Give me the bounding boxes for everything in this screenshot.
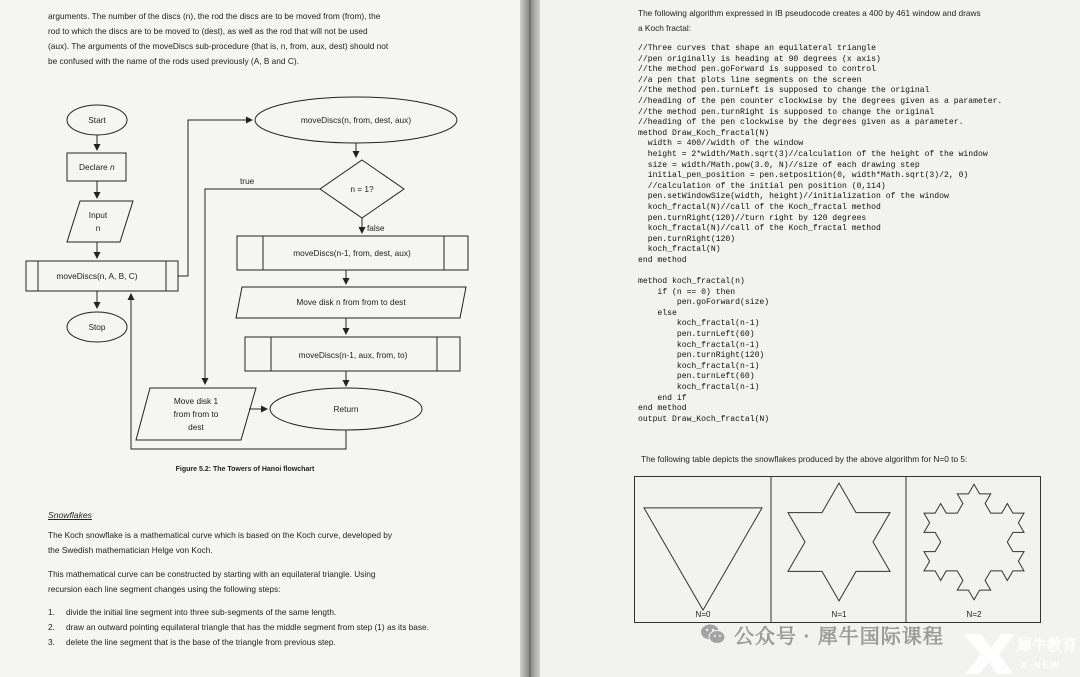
steps-list (48, 605, 444, 650)
snowflakes-line: The Koch snowflake is a mathematical curve which is based on the Koch curve, developed by (48, 530, 393, 540)
list-item (48, 635, 444, 649)
input-parallelogram (67, 201, 133, 242)
algorithm-intro-line: a Koch fractal: (638, 23, 692, 33)
declare-label: Declare (79, 162, 108, 172)
watermark (700, 618, 944, 650)
snowflakes-line: the Swedish mathematician Helge von Koch. (48, 545, 213, 555)
cell-label-n0: N=0 (695, 610, 711, 619)
declare-variable: n (110, 162, 115, 172)
pseudocode-block: //Three curves that shape an equilateral triangle //pen originally is heading at 90 degrees (x axis) //the method pen.goForward is supposed to control //a pen that plots line segments on the screen //the method pen.turnLeft is supposed to change the original //heading of the pen counter clockwise by the degrees given as a parameter. //the method pen.turnRight is supposed to change the original //heading of the pen clockwise by the degrees given as a parameter. method Draw_Koch_fractal(N) width = 400//width of the window height = 2*width/Math.sqrt(3)//calculation of the height of the window size = width/Math.pow(3.0, N)//size of each drawing step initial_pen_position = pen.setposition(0, width*Math.sqrt(3)/2, 0) //calculation of the initial pen position (0,114) pen.setWindowSize(width, height)//initialization of the window koch_fractal(N)//call of the Koch_fractal method pen.turnRight(120)//turn right by 120 degrees koch_fractal(N)//call of the Koch_fractal method pen.turnRight(120) koch_fractal(N) end method method koch_fractal(n) if (n == 0) then pen.goForward(size) else koch_fractal(n-1) pen.turnLeft(60) koch_fractal(n-1) pen.turnRight(120) koch_fractal(n-1) pen.turnLeft(60) koch_fractal(n-1) end if end method output Draw_Koch_fractal(N) (638, 44, 1003, 424)
koch-n0-shape (644, 508, 762, 610)
snowflakes-line: This mathematical curve can be constructed by starting with an equilateral triangle. Using (48, 569, 376, 579)
intro-line: be confused with the name of the rods used previously (A, B and C). (48, 56, 299, 66)
step-number: 1. (48, 607, 55, 617)
input-label-2: n (95, 223, 101, 233)
list-item (48, 605, 444, 619)
logo-subtext: X-NEW (1021, 660, 1061, 670)
proc-header-label: moveDiscs(n, from, dest, aux) (300, 115, 412, 125)
brand-logo (955, 624, 1080, 677)
condition-label: n = 1? (350, 184, 374, 194)
snowflakes-heading: Snowflakes (48, 510, 92, 520)
towers-of-hanoi-flowchart (0, 0, 520, 480)
koch-snowflake-table (634, 476, 1042, 624)
table-intro: The following table depicts the snowflakes produced by the above algorithm for N=0 to 5: (641, 454, 968, 464)
true-label: true (240, 176, 255, 186)
watermark-text: 公众号 · 犀牛国际课程 (734, 625, 944, 648)
input-label-1: Input (88, 210, 108, 220)
move-1-label-1: Move disk 1 (173, 396, 219, 406)
false-label: false (367, 223, 385, 233)
snowflakes-paragraph-1 (48, 528, 444, 558)
book-gutter (520, 0, 540, 677)
left-page (0, 0, 520, 677)
call-main-label: moveDiscs(n, A, B, C) (56, 271, 138, 281)
move-n-label: Move disk n from from to dest (296, 297, 406, 307)
step-number: 2. (48, 622, 55, 632)
start-label: Start (88, 115, 106, 125)
move-1-label-3: dest (188, 422, 204, 432)
intro-line: arguments. The number of the discs (n), the rod the discs are to be moved from (from), the (48, 11, 381, 21)
intro-line: rod to which the discs are to be moved to (dest), as well as the rod that will not be used (48, 26, 368, 36)
logo-text: 犀牛教育 (1017, 636, 1078, 654)
algorithm-intro (638, 6, 1038, 36)
call-2-label: moveDiscs(n-1, aux, from, to) (298, 350, 408, 360)
move-1-label-2: from from to (173, 409, 219, 419)
koch-n2-shape (924, 484, 1024, 599)
wechat-icon (700, 621, 726, 647)
step-text: divide the initial line segment into three sub-segments of the same length. (66, 607, 337, 617)
list-item (48, 620, 444, 634)
table-border (635, 477, 1041, 623)
cell-label-n2: N=2 (966, 610, 982, 619)
stop-label: Stop (88, 322, 106, 332)
snowflakes-paragraph-2 (48, 567, 444, 597)
intro-line: (aux). The arguments of the moveDiscs sub-procedure (that is, n, from, aux, dest) should not (48, 41, 389, 51)
snowflakes-line: recursion each line segment changes using the following steps: (48, 584, 281, 594)
step-number: 3. (48, 637, 55, 647)
call-1-label: moveDiscs(n-1, from, dest, aux) (293, 248, 411, 258)
koch-n1-shape (788, 483, 890, 601)
step-text: delete the line segment that is the base of the triangle from previous step. (66, 637, 336, 647)
return-label: Return (333, 404, 359, 414)
cell-label-n1: N=1 (831, 610, 847, 619)
algorithm-intro-line: The following algorithm expressed in IB pseudocode creates a 400 by 461 window and draws (638, 8, 981, 18)
step-text: draw an outward pointing equilateral triangle that has the middle segment from step (1) as its base. (66, 622, 429, 632)
figure-caption: Figure 5.2: The Towers of Hanoi flowchart (175, 466, 315, 473)
